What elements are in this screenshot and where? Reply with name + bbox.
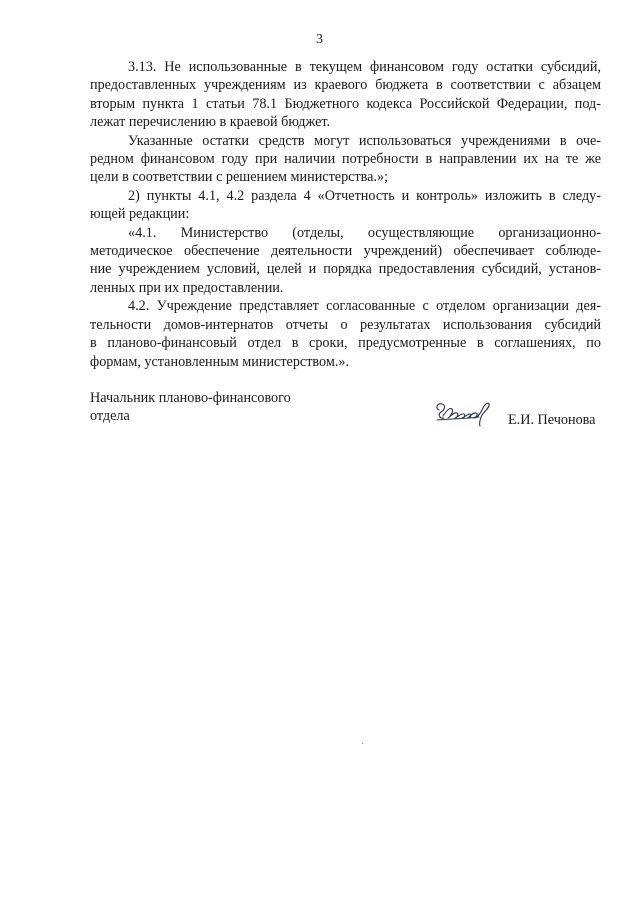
page-number: 3 <box>316 32 323 47</box>
text-line: в планово-финансовый отдел в сроки, предусмотренные в соглашениях, по <box>90 335 601 352</box>
signer-position-line: Начальник планово-финансового <box>90 390 291 406</box>
paragraph-amendment-2 <box>90 187 601 224</box>
text-line: редном финансовом году при наличии потребности в направлении их на те же <box>90 151 601 168</box>
text-line: цели в соответствии с решением министерства.»; <box>90 169 389 186</box>
text-line: ние учреждением условий, целей и порядка предоставления субсидий, установ- <box>90 261 601 278</box>
text-line: «4.1. Министерство (отделы, осуществляющие организационно- <box>128 224 601 241</box>
text-line: 2) пункты 4.1, 4.2 раздела 4 «Отчетность и контроль» изложить в следу- <box>128 187 601 204</box>
scan-speck <box>362 743 363 744</box>
text-line: тельности домов-интернатов отчеты о результатах использования субсидий <box>90 316 601 333</box>
paragraph-4-2 <box>90 297 601 371</box>
text-line: вторым пункта 1 статьи 78.1 Бюджетного кодекса Российской Федерации, под- <box>90 95 601 112</box>
text-line: 4.2. Учреждение представляет согласованные с отделом организации дея- <box>128 298 601 315</box>
document-body <box>90 58 601 371</box>
text-line: ющей редакции: <box>90 206 190 223</box>
signer-name: Е.И. Печонова <box>508 412 596 428</box>
paragraph-4-1 <box>90 224 601 298</box>
text-line: предоставленных учреждениям из краевого бюджета в соответствии с абзацем <box>90 77 601 94</box>
signer-position <box>90 389 330 426</box>
text-line: 3.13. Не использованные в текущем финансовом году остатки субсидий, <box>128 59 601 75</box>
text-line: формам, установленным министерством.». <box>90 353 350 370</box>
paragraph-3-13 <box>90 58 601 132</box>
text-line: Указанные остатки средств могут использоваться учреждениями в оче- <box>128 132 601 149</box>
text-line: методическое обеспечение деятельности учреждений) обеспечивает соблюде- <box>90 243 601 260</box>
handwritten-signature-icon <box>433 398 495 428</box>
text-line: лежат перечислению в краевой бюджет. <box>90 114 331 131</box>
signer-position-line: отдела <box>90 408 130 425</box>
paragraph-remaining-funds <box>90 132 601 187</box>
text-line: ленных при их предоставлении. <box>90 279 284 296</box>
signature-block <box>90 389 605 449</box>
